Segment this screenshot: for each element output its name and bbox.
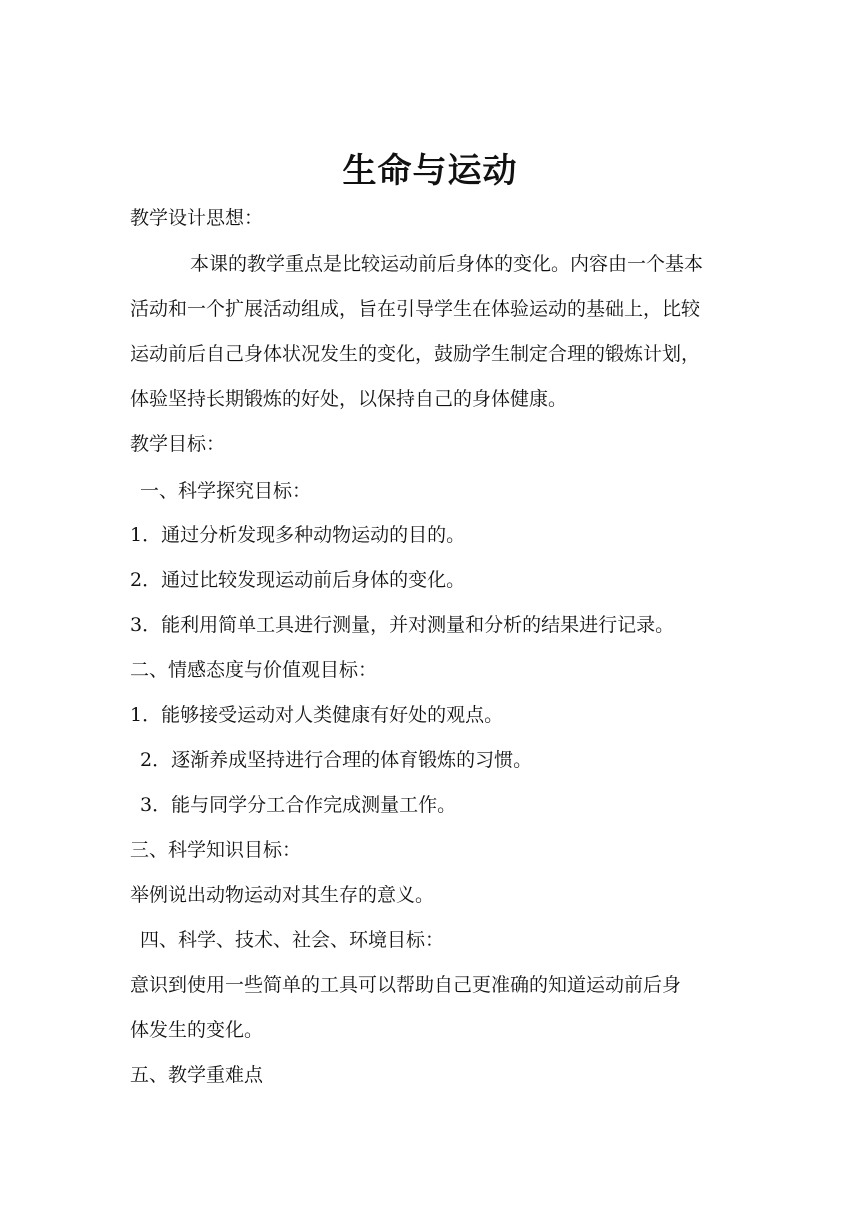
- section-4-heading: 四、科学、技术、社会、环境目标：: [140, 929, 445, 951]
- section-1-item-2: 2．通过比较发现运动前后身体的变化。: [130, 569, 466, 591]
- section-2-item-3: 3．能与同学分工合作完成测量工作。: [140, 794, 457, 816]
- design-paragraph-line-1: 本课的教学重点是比较运动前后身体的变化。内容由一个基本: [190, 253, 704, 275]
- heading-design-thinking: 教学设计思想：: [130, 207, 264, 229]
- section-2-item-1: 1．能够接受运动对人类健康有好处的观点。: [130, 704, 504, 726]
- section-1-heading: 一、科学探究目标：: [140, 480, 312, 502]
- design-paragraph-line-3: 运动前后自己身体状况发生的变化，鼓励学生制定合理的锻炼计划，: [130, 343, 701, 365]
- design-paragraph-line-4: 体验坚持长期锻炼的好处，以保持自己的身体健康。: [130, 388, 568, 410]
- document-title: 生命与运动: [342, 151, 518, 191]
- design-paragraph-line-2: 活动和一个扩展活动组成，旨在引导学生在体验运动的基础上，比较: [130, 298, 701, 320]
- section-1-item-1: 1．通过分析发现多种动物运动的目的。: [130, 524, 466, 546]
- section-1-item-3: 3．能利用简单工具进行测量，并对测量和分析的结果进行记录。: [130, 614, 675, 636]
- section-3-text: 举例说出动物运动对其生存的意义。: [130, 884, 435, 906]
- section-3-heading: 三、科学知识目标：: [130, 839, 302, 861]
- section-2-heading: 二、情感态度与价值观目标：: [130, 659, 378, 681]
- section-4-line-2: 体发生的变化。: [130, 1019, 264, 1041]
- section-4-line-1: 意识到使用一些简单的工具可以帮助自己更准确的知道运动前后身: [130, 974, 682, 996]
- section-2-item-2: 2．逐渐养成坚持进行合理的体育锻炼的习惯。: [140, 749, 533, 771]
- section-5-heading: 五、教学重难点: [130, 1064, 264, 1086]
- heading-teaching-goals: 教学目标：: [130, 433, 226, 455]
